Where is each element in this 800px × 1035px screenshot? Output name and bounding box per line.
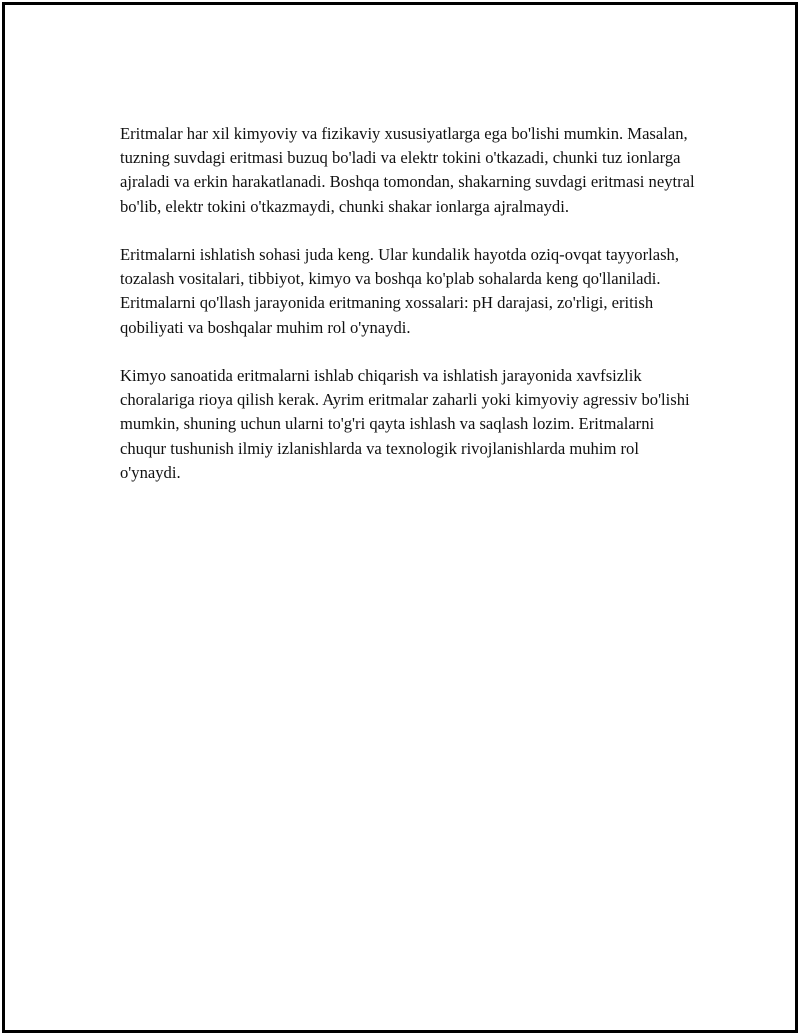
document-body [120, 122, 695, 509]
paragraph-2: Eritmalarni ishlatish sohasi juda keng. Ular kundalik hayotda oziq-ovqat tayyorlash, tozalash vositalari, tibbiyot, kimyo va boshqa ko'plab sohalarda keng qo'llaniladi. Eritmalarni qo'llash jarayonida eritmaning xossalari: pH darajasi, zo'rligi, eritish qobiliyati va boshqalar muhim rol o'ynaydi. [120, 245, 679, 337]
paragraph-3: Kimyo sanoatida eritmalarni ishlab chiqarish va ishlatish jarayonida xavfsizlik choralariga rioya qilish kerak. Ayrim eritmalar zaharli yoki kimyoviy agressiv bo'lishi mumkin, shuning uchun ularni to'g'ri qayta ishlash va saqlash lozim. Eritmalarni chuqur tushunish ilmiy izlanishlarda va texnologik rivojlanishlarda muhim rol o'ynaydi. [120, 366, 690, 482]
paragraph-1: Eritmalar har xil kimyoviy va fizikaviy xususiyatlarga ega bo'lishi mumkin. Masalan, tuzning suvdagi eritmasi buzuq bo'ladi va elektr tokini o'tkazadi, chunki tuz ionlarga ajraladi va erkin harakatlanadi. Boshqa tomondan, shakarning suvdagi eritmasi neytral bo'lib, elektr tokini o'tkazmaydi, chunki shakar ionlarga ajralmaydi. [120, 124, 695, 216]
page-frame [2, 2, 798, 1033]
